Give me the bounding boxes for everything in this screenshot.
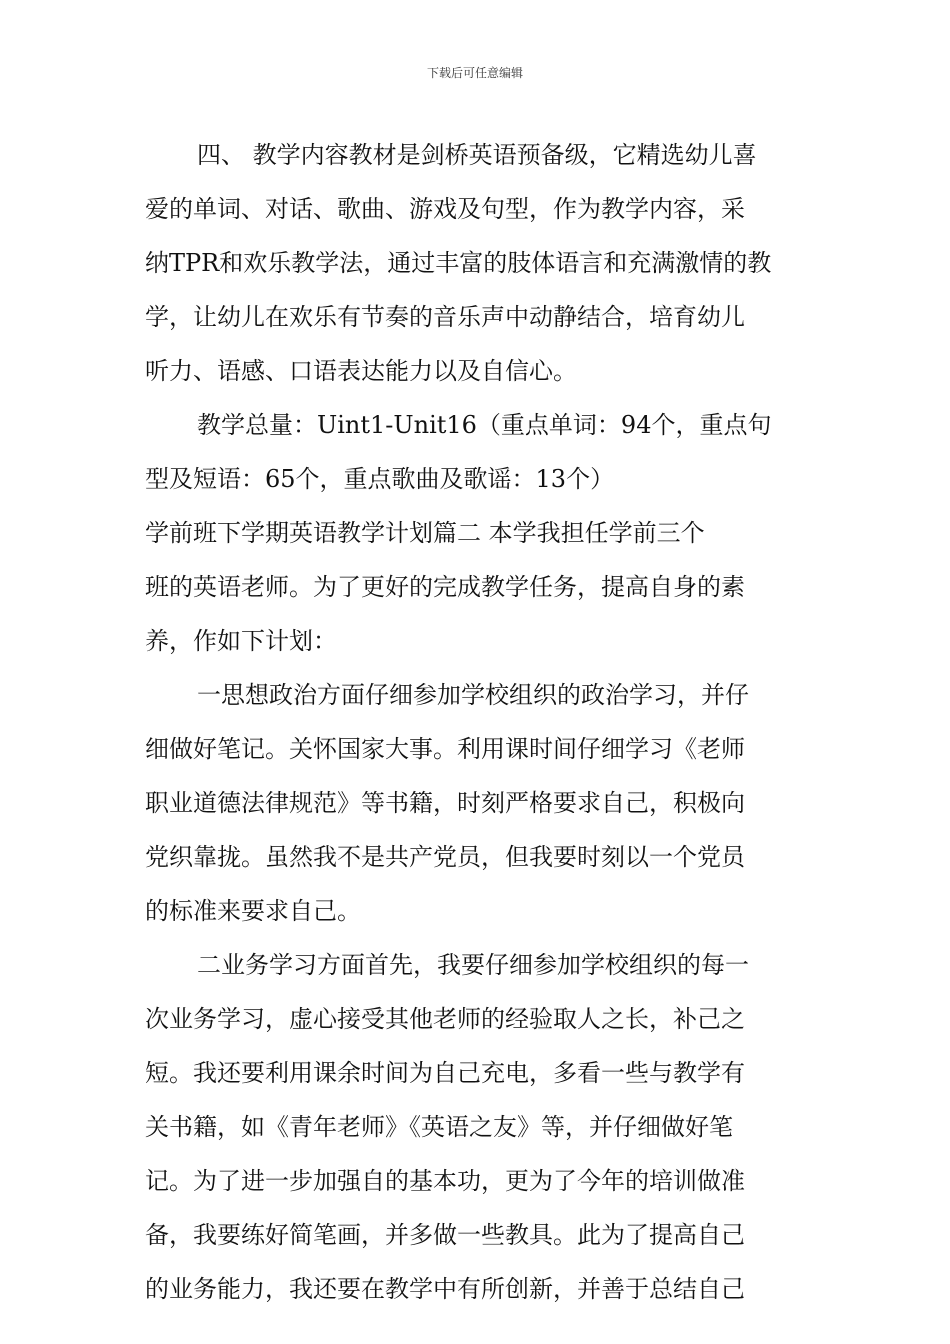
text-line: 二业务学习方面首先，我要仔细参加学校组织的每一 bbox=[197, 951, 749, 979]
text-line: 养，作如下计划： bbox=[145, 627, 337, 655]
text-line: 党织靠拢。虽然我不是共产党员，但我要时刻以一个党员 bbox=[145, 843, 745, 871]
text-line: 型及短语：65个，重点歌曲及歌谣：13个） bbox=[145, 465, 615, 493]
text-line: 班的英语老师。为了更好的完成教学任务，提高自身的素 bbox=[145, 573, 745, 601]
text-line: 短。我还要利用课余时间为自己充电，多看一些与教学有 bbox=[145, 1059, 745, 1087]
text-line: 备，我要练好简笔画，并多做一些教具。此为了提高自己 bbox=[145, 1221, 745, 1249]
text-line: 纳TPR和欢乐教学法，通过丰富的肢体语言和充满激情的教 bbox=[145, 249, 772, 277]
text-line: 关书籍，如《青年老师》《英语之友》等，并仔细做好笔 bbox=[145, 1113, 733, 1141]
text-line: 学，让幼儿在欢乐有节奏的音乐声中动静结合，培育幼儿 bbox=[145, 303, 745, 331]
text-line: 听力、语感、口语表达能力以及自信心。 bbox=[145, 357, 577, 385]
text-line: 教学总量：Uint1-Unit16（重点单词：94个，重点句 bbox=[197, 411, 772, 439]
text-line: 职业道德法律规范》等书籍，时刻严格要求自己，积极向 bbox=[145, 789, 745, 817]
text-line: 细做好笔记。关怀国家大事。利用课时间仔细学习《老师 bbox=[145, 735, 745, 763]
text-line: 学前班下学期英语教学计划篇二 本学我担任学前三个 bbox=[145, 519, 705, 547]
text-line: 的标准来要求自己。 bbox=[145, 897, 361, 925]
document-body bbox=[145, 128, 810, 1316]
text-line: 次业务学习，虚心接受其他老师的经验取人之长，补己之 bbox=[145, 1005, 745, 1033]
text-line: 四、 教学内容教材是剑桥英语预备级，它精选幼儿喜 bbox=[197, 141, 757, 169]
page-header: 下载后可任意编辑 bbox=[426, 66, 523, 80]
text-line: 的业务能力，我还要在教学中有所创新，并善于总结自己 bbox=[145, 1275, 745, 1303]
text-line: 爱的单词、对话、歌曲、游戏及句型，作为教学内容，采 bbox=[145, 195, 745, 223]
text-line: 一思想政治方面仔细参加学校组织的政治学习，并仔 bbox=[197, 681, 749, 709]
text-line: 记。为了进一步加强自的基本功，更为了今年的培训做准 bbox=[145, 1167, 745, 1195]
